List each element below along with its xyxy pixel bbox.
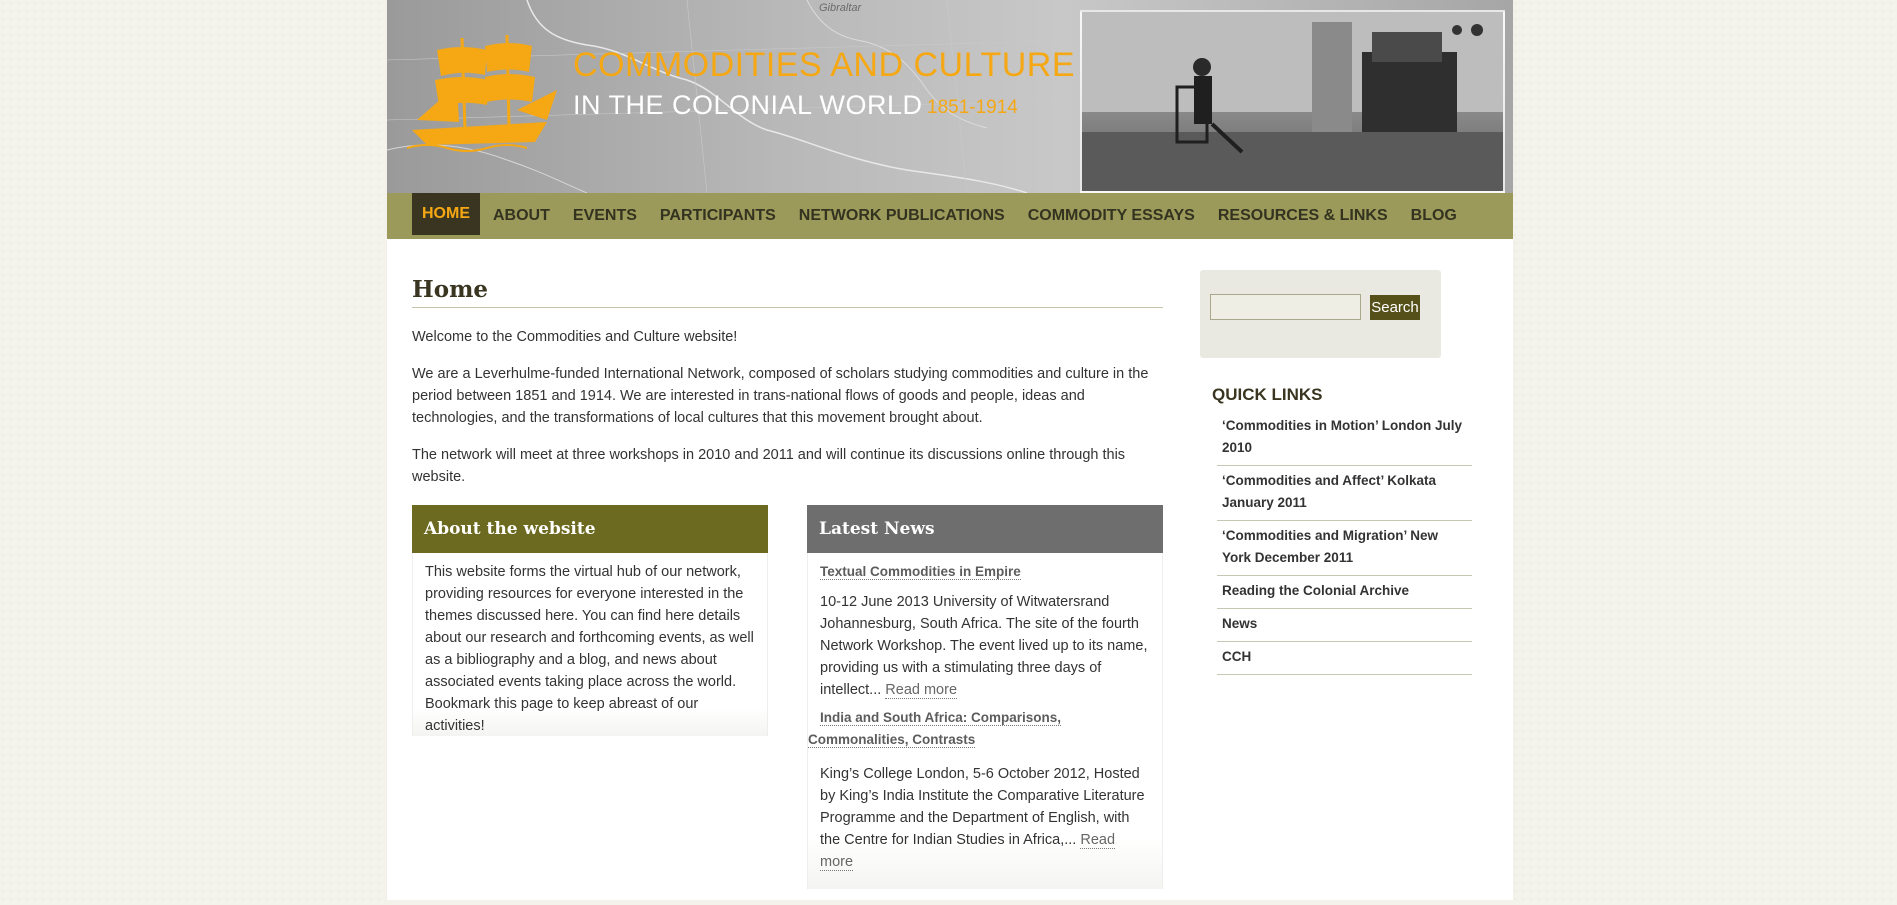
news-item [808, 707, 1150, 873]
news-item-excerpt [820, 763, 1150, 873]
site-banner [387, 0, 1513, 193]
quick-link-reading-colonial-archive[interactable]: Reading the Colonial Archive [1217, 576, 1472, 609]
nav-commodity-essays[interactable]: COMMODITY ESSAYS [1027, 207, 1195, 224]
quick-link-commodities-and-affect[interactable]: ‘Commodities and Affect’ Kolkata January 2011 [1217, 466, 1472, 521]
about-box-title: About the website [412, 505, 768, 553]
search-block [1200, 270, 1441, 358]
news-box-title: Latest News [807, 505, 1163, 553]
quick-link-news[interactable]: News [1217, 609, 1472, 642]
ship-logo-icon [407, 30, 567, 155]
nav-home[interactable]: HOME [412, 193, 480, 235]
news-item [820, 561, 1150, 701]
news-list [807, 553, 1163, 889]
intro-paragraph-1: Welcome to the Commodities and Culture website! [412, 329, 738, 345]
latest-news-box [807, 505, 1163, 889]
nav-network-publications[interactable]: NETWORK PUBLICATIONS [798, 207, 1005, 224]
page-wrapper [387, 0, 1513, 900]
news-item-excerpt [820, 591, 1150, 701]
page-title: Home [412, 276, 1163, 308]
content-boxes [412, 505, 1163, 905]
quick-link-cch[interactable]: CCH [1217, 642, 1472, 675]
nav-participants[interactable]: PARTICIPANTS [659, 207, 776, 224]
historical-photo [1080, 10, 1505, 193]
search-input[interactable] [1210, 294, 1361, 320]
nav-events[interactable]: EVENTS [572, 207, 637, 224]
quick-links [1212, 385, 1472, 675]
site-title-line2: IN THE COLONIAL WORLD [573, 90, 923, 120]
nav-blog[interactable]: BLOG [1410, 207, 1457, 224]
main-content [412, 239, 1163, 905]
search-button[interactable]: Search [1370, 295, 1420, 320]
read-more-link[interactable]: Read more [885, 682, 958, 698]
news-item-text: 10-12 June 2013 University of Witwatersrand Johannesburg, South Africa. The site of the fourth Network Workshop. The event lived up to its name, providing us with a stimulating three days of intellect... [820, 594, 1148, 698]
map-label: Gibraltar [819, 2, 862, 14]
quick-links-title: QUICK LINKS [1212, 385, 1323, 404]
about-box-text: This website forms the virtual hub of our network, providing resources for everyone interested in the themes discussed here. You can find here details about our research and forthcoming events, as well as a bibliography and a blog, and news about associated events taking place across the world. Bookmark this page to keep abreast of our activities! [412, 553, 768, 736]
site-title-line1: COMMODITIES AND CULTURE [573, 46, 1076, 84]
intro-paragraph-3: The network will meet at three workshops in 2010 and 2011 and will continue its discussions online through this website. [412, 447, 1126, 485]
read-more-link[interactable]: Read more [820, 832, 1116, 870]
nav-about[interactable]: ABOUT [493, 207, 550, 224]
intro-paragraph-2: We are a Leverhulme-funded International Network, composed of scholars studying commodities and culture in the period between 1851 and 1914. We are interested in trans-national flows of goods and people, ideas and technologies, and the transformations of local cultures that this movement brought about. [412, 366, 1149, 426]
about-website-box [412, 505, 768, 736]
news-item-title-link[interactable]: India and South Africa: Comparisons, Commonalities, Contrasts [808, 710, 1062, 747]
quick-link-commodities-in-motion[interactable]: ‘Commodities in Motion’ London July 2010 [1217, 411, 1472, 466]
nav-resources-links[interactable]: RESOURCES & LINKS [1217, 207, 1388, 224]
quick-link-commodities-and-migration[interactable]: ‘Commodities and Migration’ New York December 2011 [1217, 521, 1472, 576]
main-navigation [387, 193, 1513, 239]
news-item-text: King’s College London, 5-6 October 2012, Hosted by King’s India Institute the Comparative Literature Programme and the Department of English, with the Centre for Indian Studies in Africa,... [820, 766, 1145, 848]
news-item-title-link[interactable]: Textual Commodities in Empire [820, 564, 1021, 579]
site-title-years: 1851-1914 [927, 97, 1018, 118]
